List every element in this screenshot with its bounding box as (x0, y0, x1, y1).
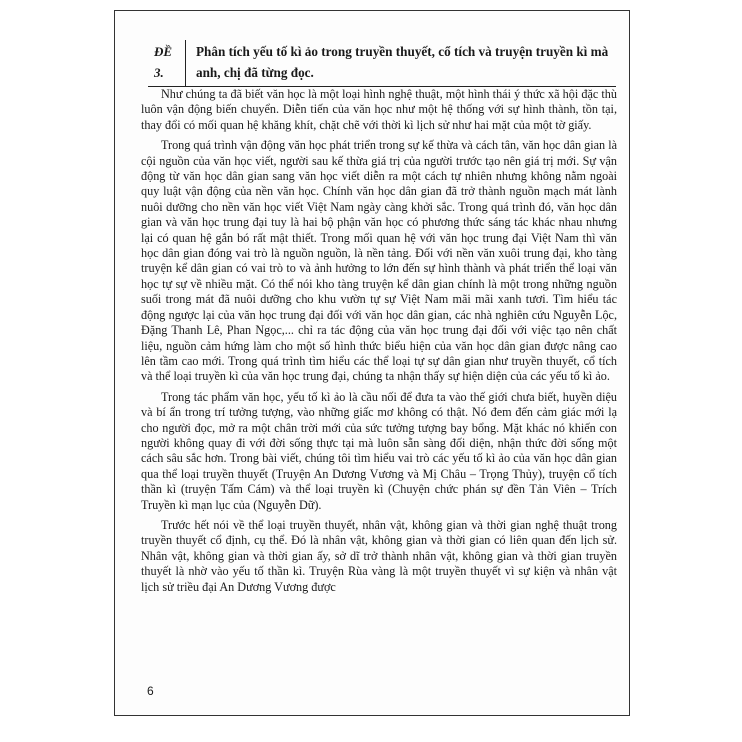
paragraph-4: Trước hết nói về thể loại truyền thuyết, nhân vật, không gian và thời gian nghệ thuật trong truyền thuyết cổ định, cụ thể. Đó là nhân vật, không gian và thời gian có liên quan đến lịch sử. Nhân vật, không gian và thời gian ấy, sở dĩ trở thành nhân vật, không gian và thời gian truyền thuyết là nhờ vào yếu tố thần kì. Truyện Rùa vàng là một truyền thuyết vì sự kiện và nhân vật lịch sử triều đại An Dương Vương được (141, 517, 617, 594)
paragraph-1: Như chúng ta đã biết văn học là một loại hình nghệ thuật, một hình thái ý thức xã hội đặc thù luôn vận động biến chuyển. Diễn tiến của văn học như một hệ thống với sự hình thành, tồn tại, thay đổi có mối quan hệ khăng khít, chặt chẽ với thời kì lịch sử như hai mặt của một tờ giấy. (141, 87, 617, 132)
paragraph-3: Trong tác phẩm văn học, yếu tố kì ảo là cầu nối để đưa ta vào thế giới chưa biết, huyền diệu và bí ẩn trong trí tưởng tượng, vào những giấc mơ không có thật. Nó đem đến cảm giác mới lạ cho người đọc, mở ra một chân trời mới của sức tưởng tượng bay bổng. Mặt khác nó khiến con người không quay đi với đời sống thực tại mà luôn sẵn sàng đối diện, nhận thức đời sống một cách sâu sắc hơn. Trong bài viết, chúng tôi tìm hiểu vai trò các yếu tố kì ảo của văn học dân gian qua thể loại truyền thuyết (Truyện An Dương Vương và Mị Châu – Trọng Thủy), truyện cổ tích thần kì (truyện Tấm Cám) và thể loại truyền kì (Chuyện chức phán sự đền Tản Viên – Trích Truyền kì mạn lục của (Nguyễn Dữ). (141, 389, 617, 512)
paragraph-2: Trong quá trình vận động văn học phát triển trong sự kế thừa và cách tân, văn học dân gian là cội nguồn của văn học viết, người sau kế thừa giá trị của người trước tạo nên giá trị mới. Sự vận động từ văn học dân gian sang văn học viết diễn ra một cách tự nhiên nhưng không nằm ngoài quy luật vận động của nền văn học. Chính văn học dân gian đã trở thành nguồn mạch mát lành nuôi dưỡng cho nền văn học viết Việt Nam ngày càng khởi sắc. Trong quá trình đó, văn học dân gian và văn học trung đại tuy là hai bộ phận văn học có phương thức sáng tác khác nhau nhưng lại có quan hệ gắn bó rất mật thiết. Trong mối quan hệ với văn học trung đại Việt Nam thì văn học dân gian đóng vai trò là nguồn nguồn, là nền tảng. Đối với nền văn xuôi trung đại, kho tàng truyện kể dân gian có vai trò to và ảnh hưởng to lớn đến sự hình thành và phát triển thể loại văn học tự sự về nhiều mặt. Có thể nói kho tàng truyện kể dân gian chính là một trong những nguồn suối trong mát đã nuôi dưỡng cho khu vườn tự sự Việt Nam mãi mãi xanh tươi. Tìm hiểu tác động ngược lại của văn học trung đại đối với văn học dân gian, các nhà nghiên cứu Nguyễn Lộc, Đặng Thanh Lê, Phan Ngọc,... chỉ ra tác động của văn học trung đại đối với việc tạo nên chất liệu, nguồn cảm hứng làm cho một số hình thức biểu hiện của văn học dân gian được nâng cao lên tầm cao mới. Trong quá trình tìm hiểu các thể loại tự sự dân gian như truyền thuyết, cổ tích và thể loại truyền kì của văn học trung đại, chúng ta nhận thấy sự hiện diện của các yếu tố kì ảo. (141, 138, 617, 384)
body-text (141, 87, 617, 595)
page-number: 6 (147, 684, 154, 698)
question-number (148, 40, 186, 86)
question-number-label: ĐỀ (154, 44, 173, 59)
question-number-value: 3. (154, 65, 164, 80)
question-header (148, 40, 616, 87)
question-title: Phân tích yếu tố kì ảo trong truyền thuyết, cổ tích và truyện truyền kì mà anh, chị đã từng đọc. (196, 44, 609, 80)
